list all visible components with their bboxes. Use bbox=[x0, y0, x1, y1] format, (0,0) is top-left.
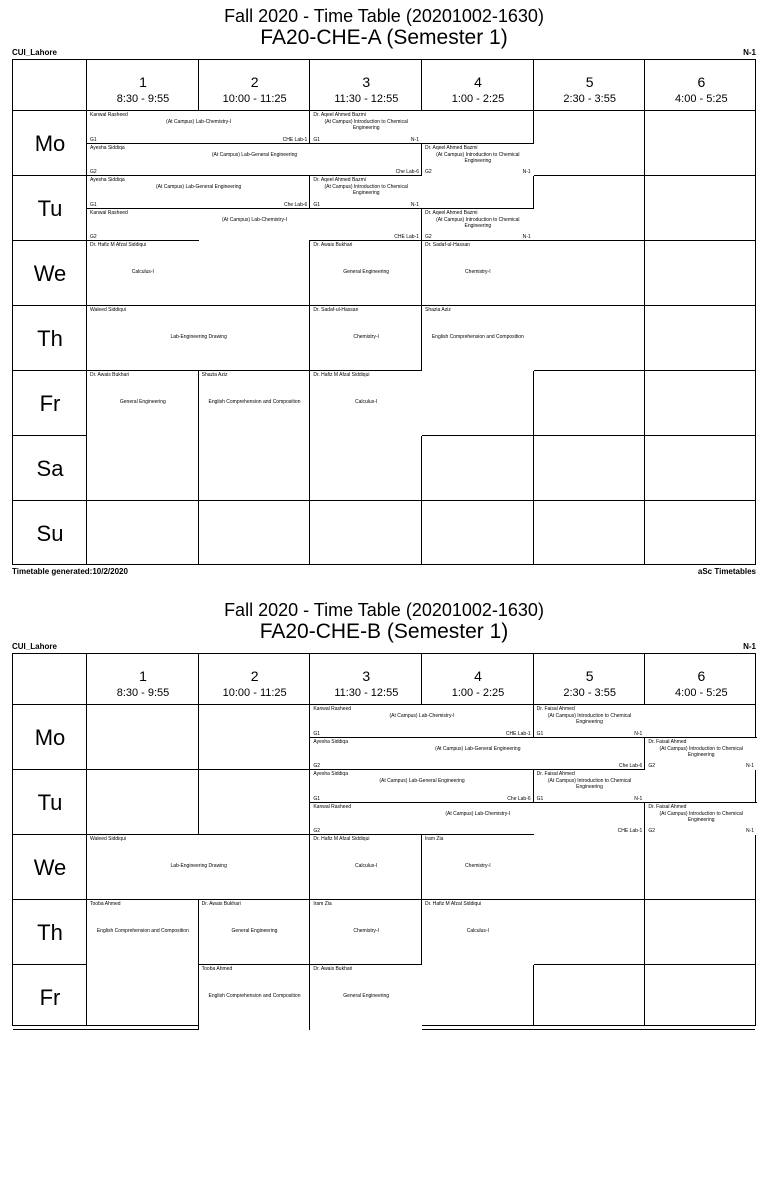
lesson-teacher: Waleed Siddiqui bbox=[90, 307, 126, 313]
lesson-group: G2 bbox=[313, 828, 320, 834]
lesson-teacher: Dr. Aqeel Ahmed Bazmi bbox=[425, 144, 478, 151]
lesson-subject: (At Campus) Introduction to Chemical Engineering bbox=[659, 745, 743, 758]
period-number: 4 bbox=[474, 668, 482, 684]
lesson-room: N-1 bbox=[634, 795, 643, 802]
lesson-teacher: Ayesha Siddiqa bbox=[90, 144, 125, 151]
lesson-room: N-1 bbox=[745, 828, 754, 834]
lesson-room: Che Lab-6 bbox=[618, 763, 643, 769]
lesson-group: G1 bbox=[313, 201, 320, 208]
lesson-room: Che Lab-6 bbox=[507, 795, 531, 802]
period-number: 1 bbox=[139, 74, 147, 90]
lesson-teacher: Dr. Aqeel Ahmed Bazmi bbox=[313, 112, 366, 118]
lesson-group: G1 bbox=[313, 795, 320, 802]
day-label: Th bbox=[37, 326, 63, 351]
lesson-group: G2 bbox=[648, 763, 656, 769]
lesson-card[interactable] bbox=[309, 370, 422, 436]
lesson-subject: English Comprehension and Composition bbox=[208, 399, 301, 405]
lesson-teacher: Iram Zia bbox=[313, 901, 332, 907]
period-time: 1:00 - 2:25 bbox=[451, 687, 505, 699]
timetable-title: Fall 2020 - Time Table (20201002-1630) bbox=[224, 6, 544, 26]
period-time: 10:00 - 11:25 bbox=[222, 687, 287, 699]
lesson-subject: (At Campus) Lab-Chemistry-I bbox=[445, 810, 511, 817]
row-divider bbox=[13, 500, 755, 501]
lesson-group: G2 bbox=[90, 169, 97, 175]
lesson-teacher: Dr. Aqeel Ahmed Bazmi bbox=[313, 177, 366, 183]
period-time: 2:30 - 3:55 bbox=[563, 93, 616, 105]
lesson-card[interactable] bbox=[86, 899, 199, 965]
lesson-subject: English Comprehension and Composition bbox=[431, 334, 524, 340]
lesson-group: G1 bbox=[313, 730, 320, 737]
lesson-card[interactable] bbox=[421, 143, 534, 177]
lesson-teacher: Dr. Faisal Ahmed bbox=[536, 706, 575, 712]
lesson-subject: Calculus-I bbox=[355, 863, 378, 869]
lesson-card[interactable] bbox=[309, 769, 533, 803]
lesson-group: G2 bbox=[313, 763, 320, 769]
home-room: N-1 bbox=[743, 642, 756, 651]
lesson-card[interactable] bbox=[86, 175, 310, 209]
period-number: 3 bbox=[362, 74, 371, 90]
day-label: Tu bbox=[37, 196, 63, 221]
lesson-subject: (At Campus) Lab-General Engineering bbox=[211, 151, 298, 158]
lesson-room: CHE Lab-1 bbox=[282, 136, 308, 143]
period-number: 6 bbox=[697, 668, 706, 684]
school-name: CUI_Lahore bbox=[12, 642, 57, 651]
lesson-subject: (At Campus) Introduction to Chemical Engineering bbox=[324, 184, 408, 196]
lesson-teacher: Dr. Hafiz M Afzal Siddiqui bbox=[425, 901, 482, 907]
lesson-group: G1 bbox=[90, 136, 97, 143]
lesson-teacher: Kanwal Rasheed bbox=[313, 706, 352, 712]
period-number: 1 bbox=[139, 668, 147, 684]
day-label: Fr bbox=[39, 985, 61, 1010]
lesson-teacher: Ayesha Siddiqa bbox=[313, 771, 348, 777]
lesson-teacher: Dr. Sadaf-ul-Hassan bbox=[425, 242, 471, 248]
lesson-teacher: Dr. Awais Bukhari bbox=[201, 901, 241, 907]
lesson-teacher: Dr. Aqeel Ahmed Bazmi bbox=[425, 209, 478, 216]
lesson-teacher: Dr. Hafiz M Afzal Siddiqui bbox=[313, 836, 370, 842]
lesson-card[interactable] bbox=[309, 834, 422, 900]
lesson-subject: Chemistry-I bbox=[353, 928, 379, 934]
timetable-sheet bbox=[0, 6, 768, 606]
lesson-subject: General Engineering bbox=[343, 993, 390, 999]
lesson-group: G1 bbox=[536, 730, 544, 737]
lesson-teacher: Dr. Faisal Ahmed bbox=[648, 803, 687, 810]
lesson-subject: (At Campus) Lab-General Engineering bbox=[379, 778, 465, 784]
lesson-group: G2 bbox=[648, 828, 656, 834]
lesson-room: CHE Lab-1 bbox=[505, 730, 531, 737]
lesson-teacher: Dr. Awais Bukhari bbox=[313, 242, 353, 248]
lesson-subject: (At Campus) Lab-Chemistry-I bbox=[166, 119, 232, 125]
lesson-group: G1 bbox=[536, 795, 544, 802]
timetable-title: Fall 2020 - Time Table (20201002-1630) bbox=[224, 600, 544, 620]
period-number: 4 bbox=[474, 74, 482, 90]
timetable-sheet bbox=[0, 600, 768, 1200]
lesson-teacher: Dr. Faisal Ahmed bbox=[648, 738, 687, 745]
lesson-card[interactable] bbox=[198, 899, 311, 965]
lesson-subject: General Engineering bbox=[119, 399, 166, 405]
lesson-card[interactable] bbox=[86, 305, 310, 371]
class-name: FA20-CHE-A (Semester 1) bbox=[260, 26, 508, 49]
lesson-card[interactable] bbox=[86, 110, 310, 144]
period-time: 8:30 - 9:55 bbox=[116, 687, 170, 699]
lesson-room: Che Lab-6 bbox=[283, 201, 308, 208]
lesson-card[interactable] bbox=[309, 704, 533, 738]
lesson-card[interactable] bbox=[533, 769, 646, 803]
lesson-room: N-1 bbox=[410, 201, 419, 208]
lesson-room: N-1 bbox=[745, 763, 754, 769]
period-number: 2 bbox=[250, 74, 259, 90]
lesson-subject: English Comprehension and Composition bbox=[208, 993, 301, 999]
lesson-card[interactable] bbox=[309, 737, 645, 771]
lesson-subject: (At Campus) Introduction to Chemical Engineering bbox=[659, 810, 743, 823]
lesson-card[interactable] bbox=[86, 240, 199, 306]
lesson-card[interactable] bbox=[421, 305, 534, 371]
lesson-teacher: Ayesha Siddiqa bbox=[313, 738, 348, 745]
lesson-card[interactable] bbox=[198, 370, 311, 436]
lesson-group: G2 bbox=[425, 169, 432, 175]
lesson-card[interactable] bbox=[421, 240, 534, 306]
lesson-teacher: Dr. Hafiz M Afzal Siddiqui bbox=[90, 242, 147, 248]
lesson-room: N-1 bbox=[522, 234, 531, 240]
lesson-card[interactable] bbox=[309, 110, 422, 144]
period-time: 11:30 - 12:55 bbox=[334, 687, 399, 699]
lesson-card[interactable] bbox=[309, 305, 422, 371]
lesson-subject: General Engineering bbox=[343, 269, 390, 275]
period-number: 5 bbox=[585, 74, 594, 90]
column-divider bbox=[644, 60, 645, 564]
period-number: 5 bbox=[585, 668, 594, 684]
period-number: 3 bbox=[362, 668, 371, 684]
lesson-group: G2 bbox=[425, 234, 432, 240]
lesson-card[interactable] bbox=[198, 964, 311, 1030]
lesson-teacher: Shazia Aziz bbox=[425, 307, 451, 313]
lesson-room: CHE Lab-1 bbox=[394, 234, 419, 240]
lesson-room: N-1 bbox=[410, 136, 419, 143]
lesson-subject: Chemistry-I bbox=[465, 863, 491, 869]
period-time: 11:30 - 12:55 bbox=[334, 93, 399, 105]
lesson-subject: Lab-Engineering Drawing bbox=[170, 863, 227, 869]
lesson-room: CHE Lab-1 bbox=[617, 828, 643, 834]
lesson-card[interactable] bbox=[421, 208, 534, 242]
day-label: Th bbox=[37, 920, 63, 945]
lesson-teacher: Kanwal Rasheed bbox=[90, 112, 128, 118]
lesson-subject: Calculus-I bbox=[355, 399, 378, 405]
lesson-teacher: Kanwal Rasheed bbox=[313, 803, 352, 810]
lesson-subject: (At Campus) Lab-Chemistry-I bbox=[221, 216, 287, 223]
day-label: Fr bbox=[39, 391, 61, 416]
lesson-teacher: Waleed Siddiqui bbox=[90, 836, 126, 842]
lesson-card[interactable] bbox=[421, 834, 534, 900]
lesson-group: G2 bbox=[90, 234, 97, 240]
timetable-grid bbox=[12, 653, 756, 1026]
lesson-subject: Chemistry-I bbox=[465, 269, 491, 275]
lesson-subject: (At Campus) Introduction to Chemical Engineering bbox=[436, 216, 520, 229]
day-label: Su bbox=[36, 521, 64, 546]
day-label: Mo bbox=[34, 131, 66, 156]
day-label: Tu bbox=[37, 790, 63, 815]
day-label: Sa bbox=[36, 456, 64, 481]
lesson-subject: (At Campus) Lab-General Engineering bbox=[156, 184, 242, 190]
lesson-teacher: Shazia Aziz bbox=[201, 372, 228, 378]
period-number: 2 bbox=[250, 668, 259, 684]
lesson-card[interactable] bbox=[309, 802, 645, 836]
lesson-room: Che Lab-6 bbox=[395, 169, 419, 175]
lesson-subject: (At Campus) Introduction to Chemical Engineering bbox=[547, 713, 632, 725]
lesson-card[interactable] bbox=[309, 964, 422, 1030]
period-time: 8:30 - 9:55 bbox=[116, 93, 170, 105]
lesson-group: G1 bbox=[90, 201, 97, 208]
lesson-group: G1 bbox=[313, 136, 320, 143]
class-name: FA20-CHE-B (Semester 1) bbox=[259, 620, 509, 643]
lesson-teacher: Ayesha Siddiqa bbox=[90, 177, 125, 183]
lesson-subject: General Engineering bbox=[231, 928, 278, 934]
home-room: N-1 bbox=[743, 48, 756, 57]
lesson-room: N-1 bbox=[522, 169, 531, 175]
lesson-card[interactable] bbox=[421, 899, 534, 965]
lesson-subject: English Comprehension and Composition bbox=[96, 928, 189, 934]
period-time: 4:00 - 5:25 bbox=[675, 687, 728, 699]
period-time: 2:30 - 3:55 bbox=[563, 687, 616, 699]
period-number: 6 bbox=[697, 74, 706, 90]
generated-date: Timetable generated:10/2/2020 bbox=[12, 567, 128, 576]
lesson-teacher: Tooba Ahmed bbox=[90, 901, 121, 907]
software-credit: aSc Timetables bbox=[697, 567, 756, 576]
lesson-card[interactable] bbox=[644, 802, 757, 836]
lesson-room: N-1 bbox=[634, 730, 643, 737]
day-label: We bbox=[33, 855, 67, 880]
lesson-card[interactable] bbox=[644, 737, 757, 771]
lesson-subject: Calculus-I bbox=[466, 928, 489, 934]
timetable-grid bbox=[12, 59, 756, 565]
lesson-teacher: Dr. Hafiz M Afzal Siddiqui bbox=[313, 372, 370, 378]
lesson-card[interactable] bbox=[86, 370, 199, 436]
lesson-card[interactable] bbox=[86, 143, 422, 177]
lesson-card[interactable] bbox=[86, 834, 310, 900]
period-time: 10:00 - 11:25 bbox=[222, 93, 287, 105]
lesson-subject: (At Campus) Introduction to Chemical Engineering bbox=[547, 778, 632, 790]
lesson-teacher: Kanwal Rasheed bbox=[90, 209, 128, 216]
period-time: 1:00 - 2:25 bbox=[451, 93, 505, 105]
lesson-subject: (At Campus) Introduction to Chemical Engineering bbox=[324, 119, 408, 131]
lesson-subject: Chemistry-I bbox=[353, 334, 379, 340]
lesson-card[interactable] bbox=[86, 208, 422, 242]
lesson-subject: (At Campus) Lab-Chemistry-I bbox=[389, 713, 455, 719]
day-label: Mo bbox=[34, 725, 66, 750]
lesson-card[interactable] bbox=[309, 899, 422, 965]
lesson-teacher: Dr. Faisal Ahmed bbox=[536, 771, 575, 777]
day-label: We bbox=[33, 261, 67, 286]
school-name: CUI_Lahore bbox=[12, 48, 57, 57]
lesson-teacher: Tooba Ahmed bbox=[201, 966, 233, 972]
lesson-subject: Calculus-I bbox=[131, 269, 154, 275]
lesson-teacher: Dr. Awais Bukhari bbox=[313, 966, 353, 972]
lesson-teacher: Iram Zia bbox=[425, 836, 444, 842]
lesson-teacher: Dr. Sadaf-ul-Hassan bbox=[313, 307, 359, 313]
lesson-subject: Lab-Engineering Drawing bbox=[170, 334, 227, 340]
lesson-card[interactable] bbox=[309, 175, 422, 209]
lesson-card[interactable] bbox=[309, 240, 422, 306]
lesson-teacher: Dr. Awais Bukhari bbox=[90, 372, 130, 378]
period-time: 4:00 - 5:25 bbox=[675, 93, 728, 105]
lesson-subject: (At Campus) Introduction to Chemical Engineering bbox=[436, 151, 520, 164]
lesson-card[interactable] bbox=[533, 704, 646, 738]
lesson-subject: (At Campus) Lab-General Engineering bbox=[435, 745, 521, 752]
